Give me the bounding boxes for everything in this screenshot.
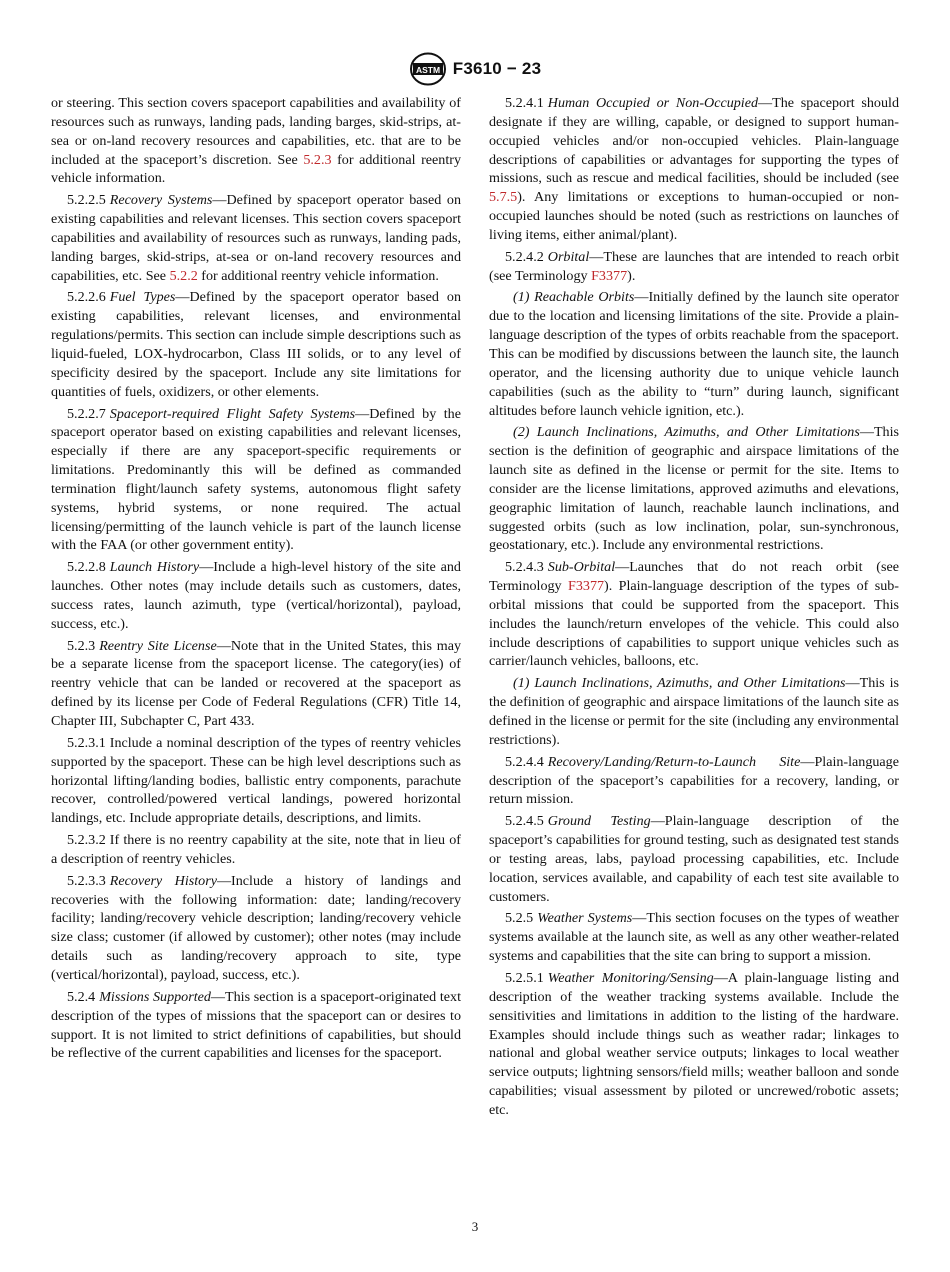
section-number: 5.2.4.3 [505, 559, 544, 576]
section-paragraph [489, 248, 899, 286]
section-title: Fuel Types [109, 289, 176, 306]
page-number: 3 [471, 1219, 479, 1234]
section-title: Weather Monitoring/Sensing [547, 969, 714, 986]
section-paragraph [51, 988, 461, 1063]
section-title: Weather Systems [537, 910, 633, 927]
section-number: 5.2.3 [67, 637, 96, 654]
section-text: —Initially defined by the launch site operator due to the location and licensing limitations of the site. Provide a plain-language description of the types of orbits reachable from the spaceport. This can be modified by discussions between the launch site, the launch operator, and the licensing authority due to unique vehicle launch capabilities (such as the ability to “turn” during launch, significant altitudes before launch vehicle ignition, etc.). [489, 289, 899, 419]
section-paragraph [489, 969, 899, 1120]
section-number: 5.2.4.4 [505, 753, 544, 770]
section-number: 5.2.4.1 [505, 95, 544, 111]
section-title: (1) Launch Inclinations, Azimuths, and Other Limitations [513, 675, 846, 692]
right-column [489, 94, 899, 1123]
section-text: Include a nominal description of the types of reentry vehicles supported by the spaceport. These can be high level descriptions such as horizontal lifting/landing bodies, ballistic entry components, parachute recover, controlled/powered vertical landings, powered horizontal landings, etc. Include appropriate details, descriptions, and limits. [51, 734, 461, 827]
section-title: Recovery/Landing/Return-to-Launch Site [547, 753, 801, 770]
section-paragraph [51, 405, 461, 556]
section-text: —Include a high-level history of the site and launches. Other notes (may include details such as customers, dates, success rates, launch azimuth, type (vertical/horizontal), payload, success, etc.). [51, 559, 461, 632]
section-text: —This section is the definition of geographic and airspace limitations of the launch site as defined in the license or permit for the site. Items to consider are the license limitations, approved azimuths and elevations, geographic limitation of launch, reachable launch inclinations, and suggested orbits (such as low inclination, polar, sun-synchronous, geostationary, etc.). Include any environmental restrictions. [489, 424, 899, 554]
section-number: 5.2.4.2 [505, 248, 544, 265]
section-text: for additional reentry vehicle information. [197, 267, 439, 284]
section-title: Spaceport-required Flight Safety Systems [109, 405, 356, 422]
section-number: 5.2.5 [505, 910, 534, 927]
left-column [51, 94, 461, 1066]
section-title: Launch History [109, 559, 200, 576]
svg-text:ASTM: ASTM [415, 65, 440, 75]
section-text: —Defined by the spaceport operator based on existing capabilities and relevant licenses, especially if there are any spaceport-specific requirements or limitations. Predominantly this will be defined as commanded termination flight/launch safety systems, autonomous flight safety systems, hybrid systems, or none required. The actual licensing/permitting of the launch vehicle is part of the launch license with the FAA (or other government entity). [51, 405, 461, 554]
section-title: (2) Launch Inclinations, Azimuths, and Other Limitations [513, 424, 860, 441]
section-number: 5.2.3.1 [67, 734, 106, 751]
section-title: Ground Testing [547, 813, 651, 830]
cross-reference-link[interactable]: 5.7.5 [489, 189, 518, 206]
section-text: —Defined by spaceport operator based on existing capabilities and relevant licenses. This section covers spaceport capabilities and availability of resources such as runways, landing pads, landing barges, skid-strips, at-sea or on-land recovery resources and capabilities, etc. See [51, 192, 461, 284]
section-text: —This section is a spaceport-originated text description of the types of missions that the spaceport can or desires to support. It is not limited to strict definitions of capabilities, but should be reflective of the current capabilities and licenses for the spaceport. [51, 988, 461, 1062]
section-paragraph [51, 872, 461, 985]
section-paragraph [51, 558, 461, 633]
astm-logo-icon [409, 52, 447, 86]
section-text: —These are launches that are intended to reach orbit (see Terminology [489, 248, 899, 284]
section-text: ). Any limitations or exceptions to human-occupied or non-occupied launches should be noted (such as restrictions on launches of living items, either animal/plant). [489, 189, 899, 243]
section-title: Human Occupied or Non-Occupied [547, 95, 759, 111]
section-number: 5.2.5.1 [505, 969, 544, 986]
section-number: 5.2.3.2 [67, 832, 106, 849]
section-paragraph [489, 909, 899, 966]
section-text: —The spaceport should designate if they are willing, capable, or designed to support human-occupied vehicles and/or non-occupied vehicles. Plain-language descriptions of capabilities or advantages for supporting the types of missions, such as rescue and medical facilities, should be included (see [489, 95, 899, 187]
document-designation: F3610 − 23 [452, 59, 542, 78]
section-title: Reentry Site License [99, 637, 217, 654]
cross-reference-link[interactable]: 5.2.2 [169, 267, 198, 284]
section-number: 5.2.2.6 [67, 289, 106, 306]
section-title: Orbital [547, 248, 590, 265]
cross-reference-link[interactable]: F3377 [568, 578, 605, 595]
section-paragraph [51, 191, 461, 285]
section-paragraph [51, 94, 461, 188]
cross-reference-link[interactable]: 5.2.3 [303, 151, 332, 168]
section-text: —Plain-language description of the spaceport’s capabilities for a recovery, landing, or return mission. [489, 753, 899, 808]
section-title: Sub-Orbital [547, 559, 616, 576]
section-text: ). Plain-language description of the types of sub-orbital missions that could be supported from the spaceport. This includes the launch/return envelopes of the vehicle. This could also include descriptions of capabilities to support unique vehicles such as carrier/launch vehicles, balloons, etc. [489, 578, 899, 670]
section-text: —Launches that do not reach orbit (see Terminology [489, 559, 899, 595]
section-number: 5.2.3.3 [67, 872, 106, 889]
section-text: for additional reentry vehicle information. [51, 151, 461, 187]
section-number: 5.2.4.5 [505, 813, 544, 830]
section-text: —Plain-language description of the spaceport’s capabilities for ground testing, such as designated test stands or testing areas, labs, payload processing capabilities, etc. Include location, services available, and capability of each test site available to customers. [489, 813, 900, 905]
section-paragraph [489, 674, 899, 749]
section-text: —This section focuses on the types of weather systems available at the launch site, as well as any other weather-related systems and capabilities that the site can bring to support a mission. [489, 910, 899, 965]
section-text: —Include a history of landings and recoveries with the following information: date; landing/recovery facility; landing/recovery vehicle description; landing/recovery vehicle size class; customer (if allowed by customer); other notes (may include details such as landing/recovery approach to site, type (vertical/horizontal), payload, success, etc.). [51, 872, 461, 983]
section-paragraph [51, 288, 461, 401]
section-number: 5.2.2.5 [67, 192, 106, 209]
section-number: 5.2.2.8 [67, 559, 106, 576]
section-title: (1) Reachable Orbits [513, 289, 635, 306]
section-paragraph [489, 423, 899, 555]
section-title: Missions Supported [99, 988, 211, 1005]
section-text: ). [627, 267, 636, 284]
section-text: —Defined by the spaceport operator based on existing capabilities, relevant licenses, and environmental regulations/permits. This section can include simple descriptions such as liquid-fueled, LOX-hydrocarbon, Class III solids, or to any level of specificity desired by the spaceport. Include any site limitations for quantities of fuels, oxidizers, or other elements. [51, 289, 461, 400]
section-number: 5.2.4 [67, 988, 96, 1005]
section-paragraph [51, 734, 461, 828]
section-text: —A plain-language listing and description of the weather tracking systems available. Include the sensitivities and limitations in addition to the listing of the hardware. Examples should include things such as weather radar; linkages to national and global weather service outputs; linkages to local weather service outputs; lightning sensors/field mills; weather balloon and sonde capabilities; visual assessment by piloted or uncrewed/robotic assets; etc. [489, 969, 899, 1118]
section-text: —Note that in the United States, this may be a separate license from the spaceport license. The category(ies) of reentry vehicle that can be landed or recovered at the spaceport as defined by its license per Code of Federal Regulations (CFR) Title 14, Chapter III, Subchapter C, Part 433. [51, 637, 461, 729]
section-paragraph [489, 288, 899, 420]
section-text: —This is the definition of geographic and airspace limitations of the launch site as defined in the license or permit for the site (including any environmental restrictions). [489, 675, 900, 748]
section-paragraph [489, 753, 899, 810]
section-paragraph [489, 94, 899, 245]
section-text: If there is no reentry capability at the site, note that in lieu of a description of reentry vehicles. [51, 832, 461, 867]
section-paragraph [51, 831, 461, 869]
page-header [0, 52, 950, 86]
cross-reference-link[interactable]: F3377 [591, 267, 628, 284]
section-paragraph [489, 558, 899, 671]
section-title: Recovery Systems [109, 192, 213, 209]
section-text: or steering. This section covers spaceport capabilities and availability of resources such as runways, landing pads, landing barges, skid-strips, at-sea or on-land recovery resources and capabilities, etc. that are to be included at the spaceport’s discretion. See [51, 95, 461, 168]
section-title: Recovery History [109, 872, 217, 889]
section-paragraph [51, 637, 461, 731]
section-paragraph [489, 812, 899, 906]
section-number: 5.2.2.7 [67, 405, 106, 422]
